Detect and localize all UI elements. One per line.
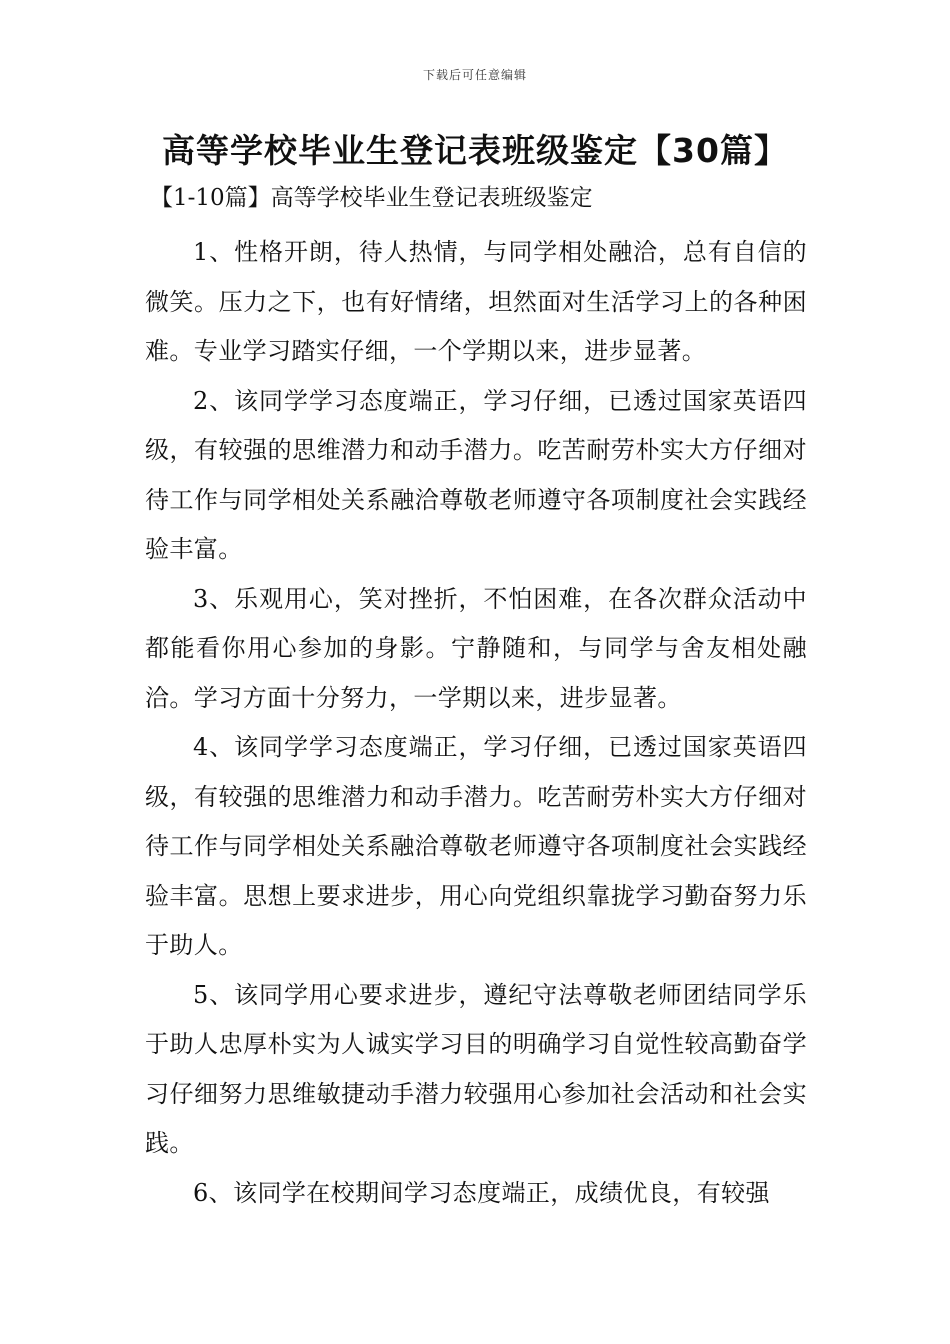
document-body xyxy=(145,228,807,1218)
paragraph-5: 5、该同学用心要求进步，遵纪守法尊敬老师团结同学乐于助人忠厚朴实为人诚实学习目的明确学习自觉性较高勤奋学习仔细努力思维敏捷动手潜力较强用心参加社会活动和社会实践。 xyxy=(145,980,807,1157)
paragraph-6: 6、该同学在校期间学习态度端正，成绩优良，有较强 xyxy=(193,1178,770,1207)
paragraph-3: 3、乐观用心，笑对挫折，不怕困难，在各次群众活动中都能看你用心参加的身影。宁静随和，与同学与舍友相处融洽。学习方面十分努力，一学期以来，进步显著。 xyxy=(145,584,807,712)
header-note: 下载后可任意编辑 xyxy=(422,68,527,82)
paragraph-1: 1、性格开朗，待人热情，与同学相处融洽，总有自信的微笑。压力之下，也有好情绪，坦然面对生活学习上的各种困难。专业学习踏实仔细，一个学期以来，进步显著。 xyxy=(145,238,807,365)
section-heading: 【1-10篇】高等学校毕业生登记表班级鉴定 xyxy=(150,185,593,211)
document-title: 高等学校毕业生登记表班级鉴定【30篇】 xyxy=(162,131,788,170)
paragraph-2: 2、该同学学习态度端正，学习仔细，已透过国家英语四级，有较强的思维潜力和动手潜力。吃苦耐劳朴实大方仔细对待工作与同学相处关系融洽尊敬老师遵守各项制度社会实践经验丰富。 xyxy=(145,386,807,563)
paragraph-4: 4、该同学学习态度端正，学习仔细，已透过国家英语四级，有较强的思维潜力和动手潜力。吃苦耐劳朴实大方仔细对待工作与同学相处关系融洽尊敬老师遵守各项制度社会实践经验丰富。思想上要求进步，用心向党组织靠拢学习勤奋努力乐于助人。 xyxy=(145,733,807,959)
